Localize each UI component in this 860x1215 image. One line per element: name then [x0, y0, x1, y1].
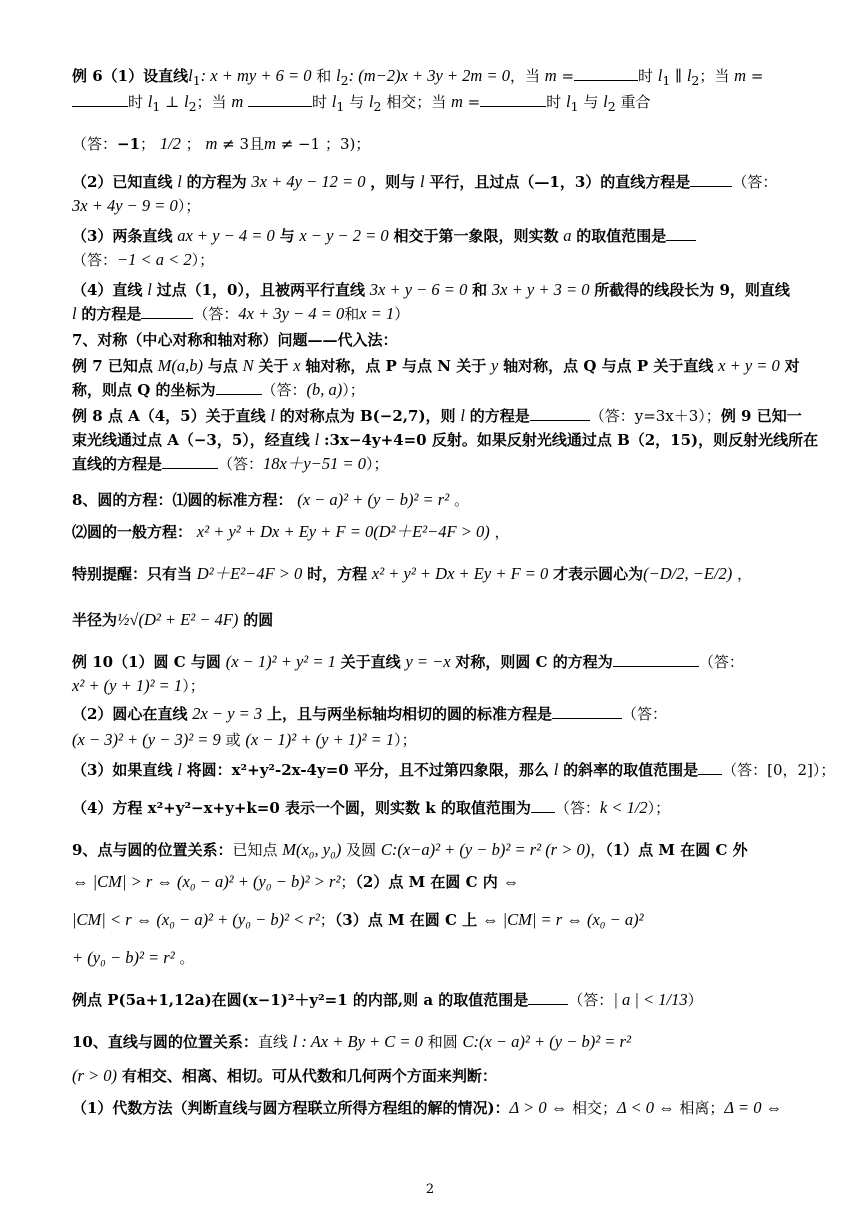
text-line: 束光线通过点 A（−3，5），经直线 l :3x−4y+4=0 反射。如果反射光线通过点 B（2，15)，则反射光线所在	[72, 430, 819, 449]
text-line: (x − 3)² + (y − 3)² = 9 或 (x − 1)² + (y + 1)² = 1）；	[72, 730, 417, 749]
text-line: 半径为½√(D² + E² − 4F) 的圆	[72, 610, 274, 629]
text-line: （2）已知直线 l 的方程为 3x + 4y − 12 = 0 ，则与 l 平行，且过点（—1，3）的直线方程是 （答：	[72, 172, 778, 191]
text-line: （答：−1 < a < 2）；	[72, 250, 215, 269]
text-line: （3）如果直线 l 将圆：x²+y²-2x-4y=0 平分，且不过第四象限，那么 l 的斜率的取值范围是 （答：[0，2]）；	[72, 760, 836, 779]
text-line: |CM| < r ⇔ (x₀ − a)² + (y₀ − b)² < r²；（3）点 M 在圆 C 上 ⇔ |CM| = r ⇔ (x₀ − a)²	[72, 910, 644, 929]
text-line: ⇔ |CM| > r ⇔ (x₀ − a)² + (y₀ − b)² > r²；（2）点 M 在圆 C 内 ⇔	[72, 872, 520, 891]
text-line: ⑵圆的一般方程： x² + y² + Dx + Ey + F = 0(D²＋E²−4F > 0) ，	[72, 522, 510, 541]
page-number: 2	[425, 1182, 435, 1197]
text-line: 3x + 4y − 9 = 0）；	[72, 196, 201, 215]
text-line: （1）代数方法（判断直线与圆方程联立所得方程组的解的情况)：Δ > 0 ⇔ 相交；Δ < 0 ⇔ 相离；Δ = 0 ⇔	[72, 1098, 783, 1117]
text-line: 例 8 点 A（4，5）关于直线 l 的对称点为 B(−2,7)，则 l 的方程是 （答：y=3x＋3）；例 9 已知一	[72, 406, 802, 425]
text-line: 直线的方程是 （答：18x＋y−51 = 0）；	[72, 454, 389, 473]
text-line: 特别提醒：只有当 D²＋E²−4F > 0 时，方程 x² + y² + Dx + Ey + F = 0 才表示圆心为(−D/2, −E/2) ，	[72, 564, 753, 583]
text-line: 9、点与圆的位置关系：已知点 M(x₀, y₀) 及圆 C:(x−a)² + (y − b)² = r² (r > 0)，（1）点 M 在圆 C 外	[72, 840, 748, 859]
text-line: + (y₀ − b)² = r² 。	[72, 948, 195, 967]
text-line: l 的方程是 （答：4x + 3y − 4 = 0和x = 1）	[72, 304, 410, 323]
text-line: 例 10（1）圆 C 与圆 (x − 1)² + y² = 1 关于直线 y = −x 对称，则圆 C 的方程为 （答：	[72, 652, 744, 671]
text-line: （4）直线 l 过点（1，0），且被两平行直线 3x + y − 6 = 0 和 3x + y + 3 = 0 所截得的线段长为 9，则直线	[72, 280, 790, 299]
text-line: (r > 0) 有相交、相离、相切。可从代数和几何两个方面来判断：	[72, 1066, 497, 1085]
text-line: 例 7 已知点 M(a,b) 与点 N 关于 x 轴对称，点 P 与点 N 关于 y 轴对称，点 Q 与点 P 关于直线 x + y = 0 对	[72, 356, 800, 375]
text-line: 8、圆的方程：⑴圆的标准方程： (x − a)² + (y − b)² = r² 。	[72, 490, 469, 509]
text-line: （4）方程 x²+y²−x+y+k=0 表示一个圆，则实数 k 的取值范围为 （答：k < 1/2）；	[72, 798, 671, 817]
text-line: （2）圆心在直线 2x − y = 3 上，且与两坐标轴均相切的圆的标准方程是 （答：	[72, 704, 667, 723]
text-line: 10、直线与圆的位置关系：直线 l : Ax + By + C = 0 和圆 C:(x − a)² + (y − b)² = r²	[72, 1032, 631, 1051]
text-line: 7、对称（中心对称和轴对称）问题——代入法：	[72, 331, 398, 349]
text-line: 时 $l_1$ ⊥ $l_2$；当 m 时 $l_1$ 与 $l_2$ 相交；当 m = 时 $l_1$ 与 $l_2$ 重合	[72, 92, 800, 117]
text-line: x² + (y + 1)² = 1）；	[72, 676, 205, 695]
text-line: （3）两条直线 ax + y − 4 = 0 与 x − y − 2 = 0 相交于第一象限，则实数 a 的取值范围是	[72, 226, 800, 246]
text-line: 称，则点 Q 的坐标为 （答：(b, a)）；	[72, 380, 365, 399]
text-line: （答：−1； 1/2 ； m ≠ 3且m ≠ −1 ；3)；	[72, 134, 371, 153]
text-line: 例 6（1）设直线$l_1$: x + my + 6 = 0 和 $l_2$: (m−2)x + 3y + 2m = 0，当 m = 时 $l_1$ ∥ $l_2$；当 m =	[72, 66, 764, 88]
text-line: 例点 P(5a+1,12a)在圆(x−1)²＋y²=1 的内部,则 a 的取值范围是 （答：| a | < 1/13）	[72, 990, 703, 1009]
